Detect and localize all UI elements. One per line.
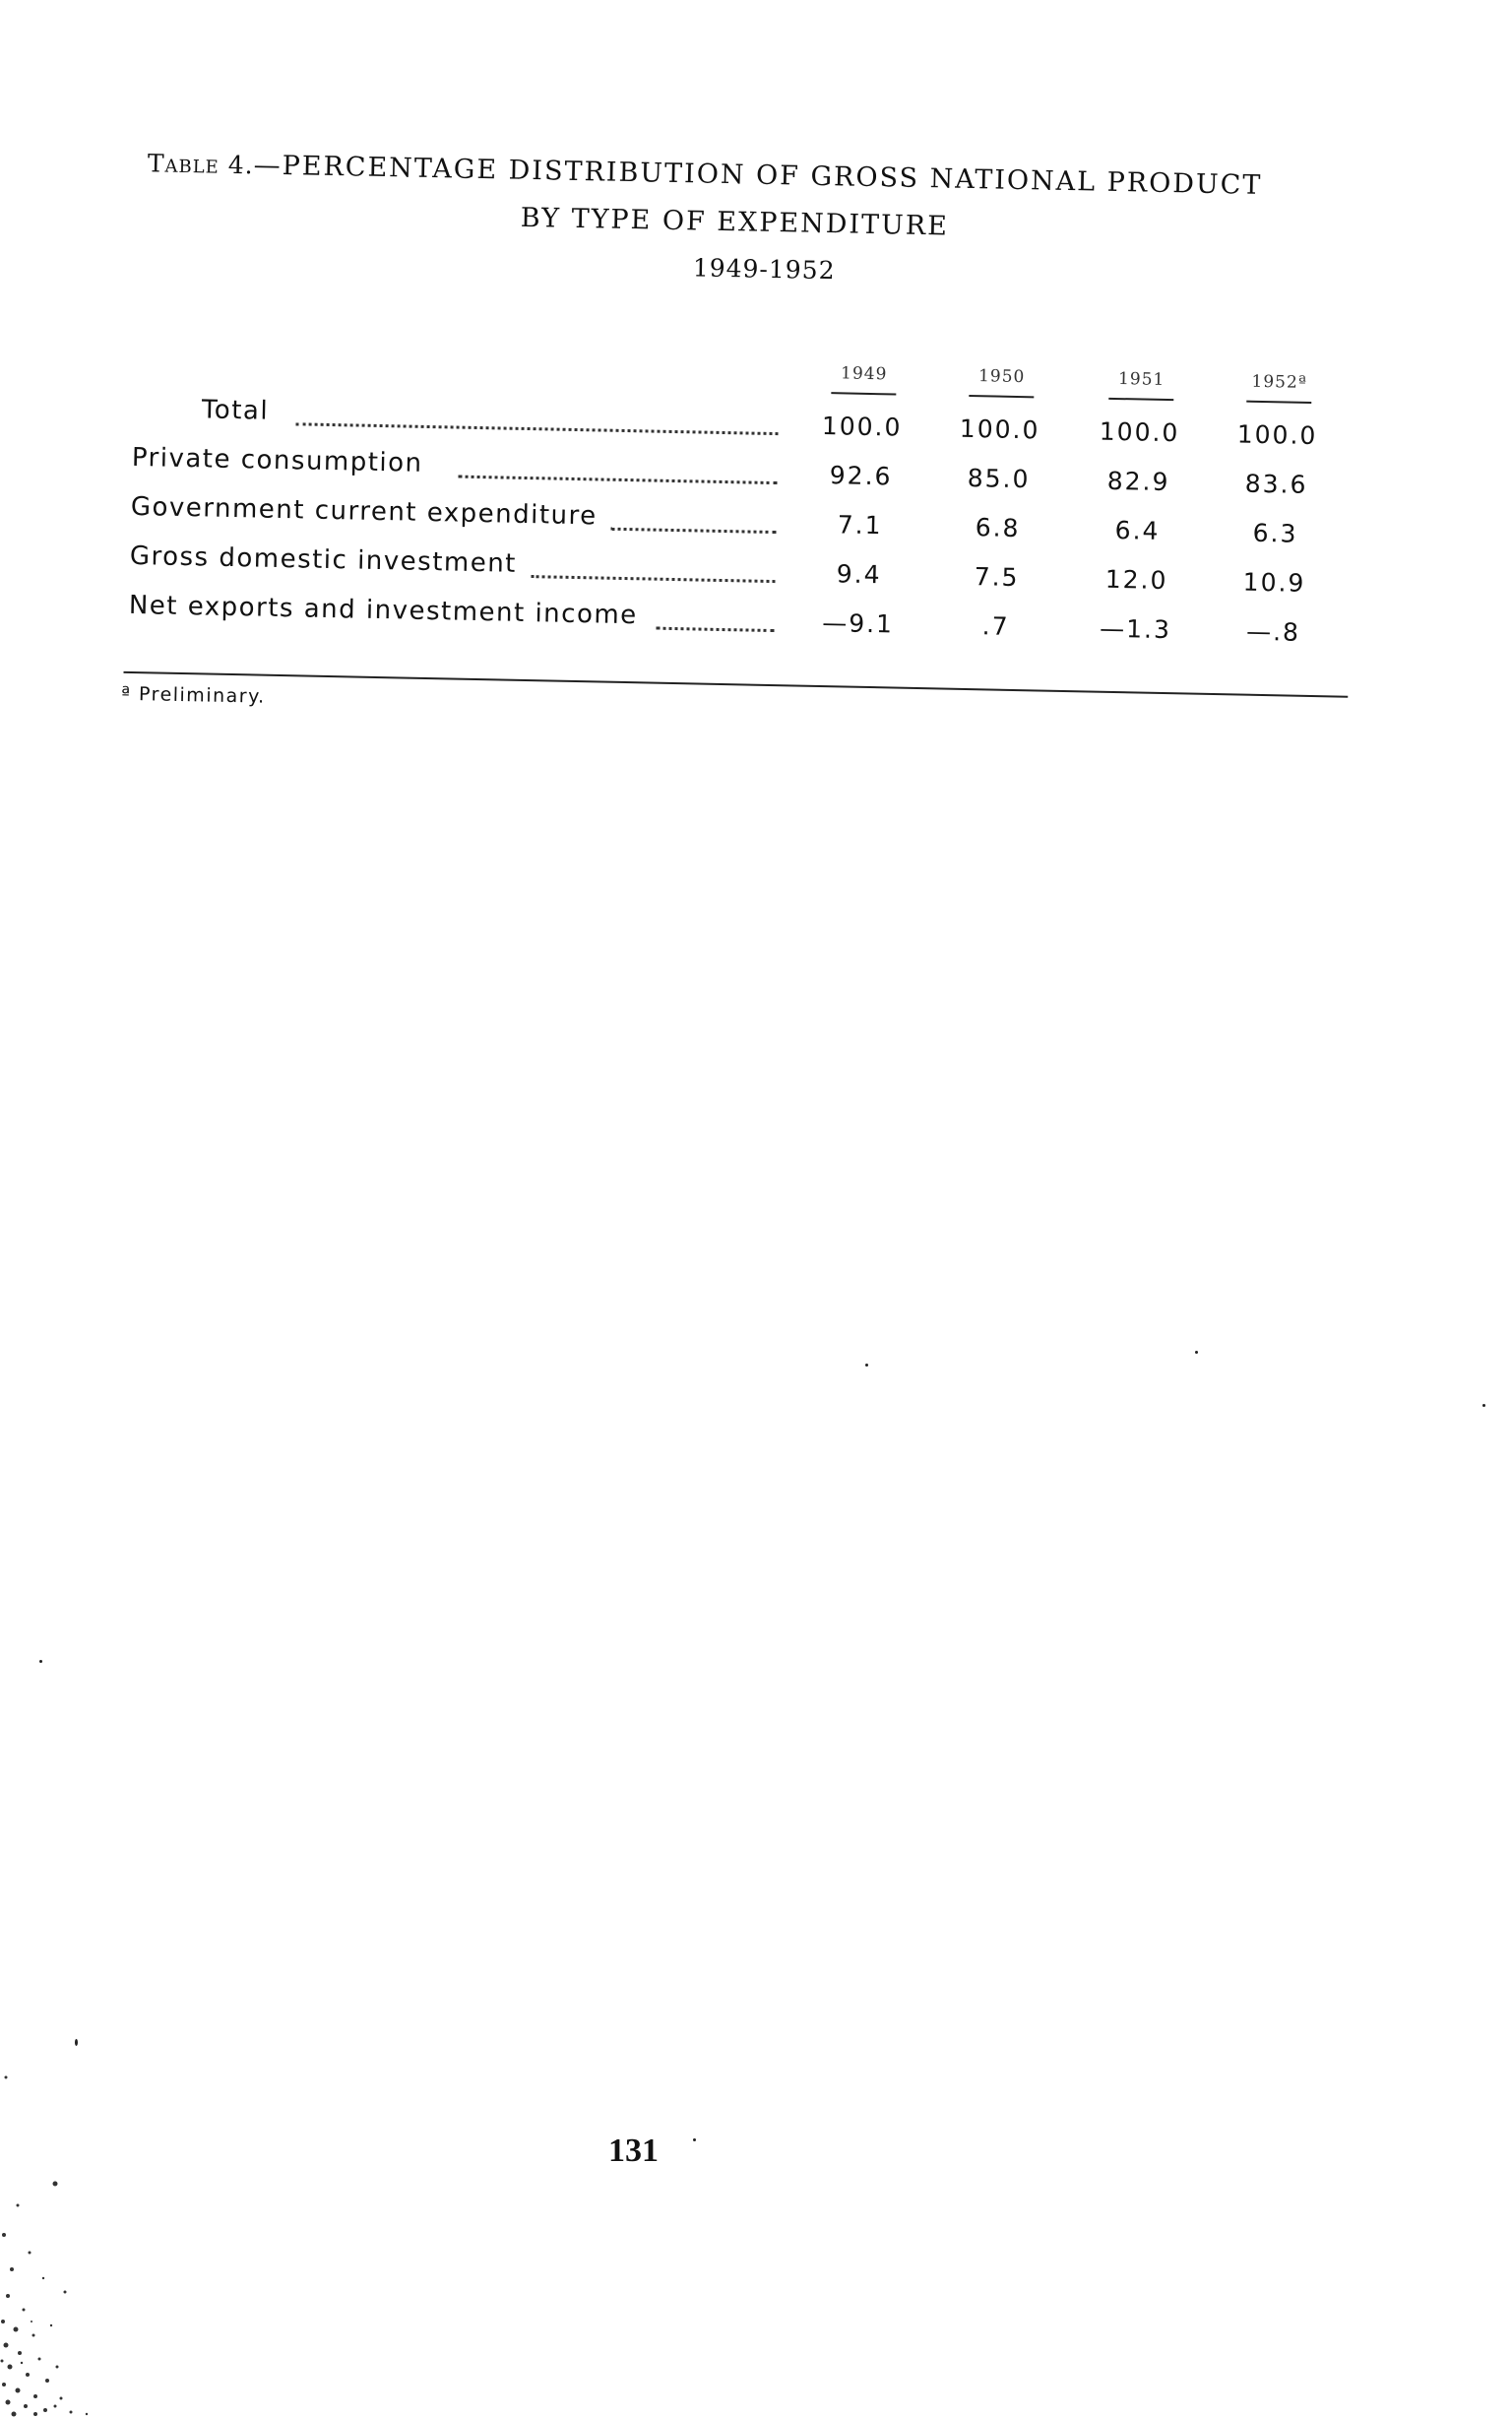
- dot-leader: [532, 575, 776, 583]
- column-header-1952: 1952ª: [1251, 371, 1308, 393]
- cell-private-consumption-1952: 83.6: [1244, 469, 1308, 499]
- scan-speck: [1195, 1351, 1198, 1354]
- column-rule: [1246, 401, 1311, 404]
- cell-gross-domestic-investment-1952: 10.9: [1242, 567, 1306, 598]
- cell-total-1950: 100.0: [959, 414, 1040, 445]
- column-rule: [1108, 398, 1173, 401]
- column-rule: [969, 395, 1034, 398]
- column-header-1950: 1950: [977, 366, 1026, 388]
- cell-private-consumption-1951: 82.9: [1106, 466, 1170, 497]
- row-label-gross-domestic-investment: Gross domestic investment: [129, 541, 518, 579]
- column-rule: [831, 392, 896, 395]
- dot-leader: [296, 422, 779, 435]
- row-label-total: Total: [201, 395, 270, 426]
- cell-government-expenditure-1950: 6.8: [975, 513, 1021, 543]
- table-subtitle: BY TYPE OF EXPENDITURE: [520, 202, 950, 242]
- footnote: ª Preliminary.: [120, 682, 266, 708]
- scan-speck: [865, 1364, 868, 1367]
- scan-speck: [75, 2039, 78, 2046]
- table-bottom-rule: [123, 671, 1348, 698]
- cell-total-1951: 100.0: [1099, 416, 1180, 448]
- dot-leader: [459, 476, 778, 485]
- cell-government-expenditure-1949: 7.1: [837, 510, 883, 541]
- cell-net-exports-1952: —.8: [1245, 616, 1301, 647]
- row-label-government-expenditure: Government current expenditure: [130, 491, 598, 532]
- row-label-net-exports: Net exports and investment income: [128, 590, 639, 631]
- cell-private-consumption-1949: 92.6: [829, 461, 893, 491]
- cell-total-1949: 100.0: [821, 412, 903, 442]
- cell-government-expenditure-1951: 6.4: [1114, 516, 1161, 545]
- cell-gross-domestic-investment-1949: 9.4: [836, 559, 882, 590]
- column-header-1949: 1949: [840, 363, 888, 385]
- cell-private-consumption-1950: 85.0: [967, 463, 1031, 494]
- table-title: [148, 148, 1263, 201]
- dot-leader: [656, 627, 774, 632]
- cell-net-exports-1949: —9.1: [821, 608, 895, 639]
- cell-government-expenditure-1952: 6.3: [1252, 518, 1298, 548]
- scan-speck: [1482, 1404, 1485, 1407]
- cell-gross-domestic-investment-1950: 7.5: [974, 562, 1020, 593]
- table-title-main: —PERCENTAGE DISTRIBUTION OF GROSS NATIONAL PRODUCT: [253, 150, 1263, 201]
- row-label-private-consumption: Private consumption: [131, 442, 423, 478]
- table-year-range: 1949-1952: [692, 253, 836, 286]
- column-header-1951: 1951: [1117, 369, 1166, 390]
- scan-noise-texture: [0, 2068, 108, 2418]
- table-block: [0, 0, 1512, 815]
- cell-total-1952: 100.0: [1236, 419, 1318, 451]
- scan-speck: [39, 1660, 42, 1663]
- cell-gross-domestic-investment-1951: 12.0: [1104, 564, 1168, 596]
- scan-speck: [693, 2138, 696, 2141]
- page-number: 131: [608, 2132, 659, 2169]
- cell-net-exports-1951: —1.3: [1099, 613, 1172, 645]
- dot-leader: [610, 528, 776, 534]
- table-number: Table 4.: [147, 149, 254, 180]
- cell-net-exports-1950: .7: [981, 611, 1010, 641]
